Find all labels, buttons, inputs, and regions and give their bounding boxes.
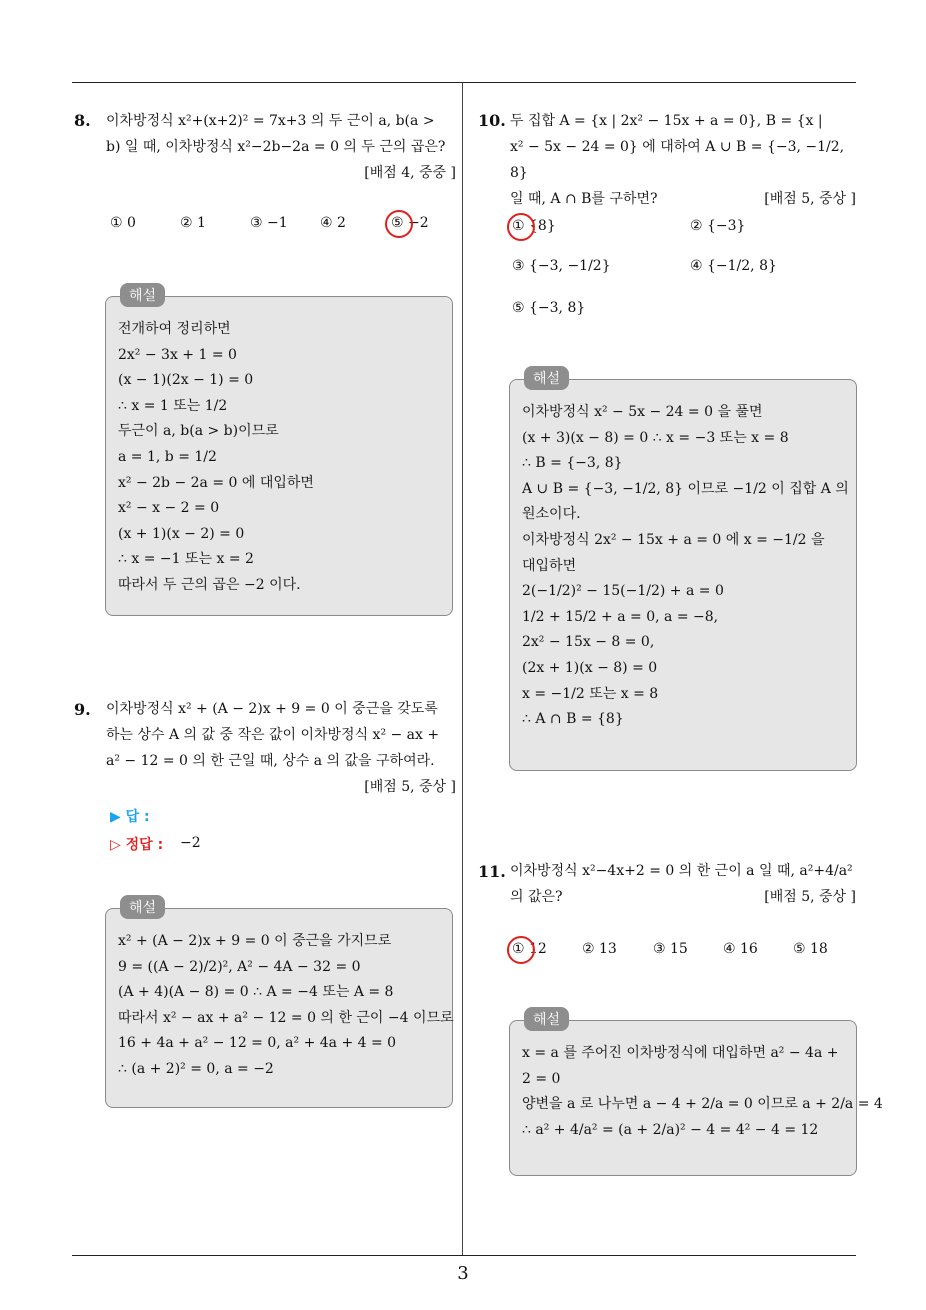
solution-line: x² − 2b − 2a = 0 에 대입하면 bbox=[118, 474, 314, 491]
solution-line: 원소이다. bbox=[522, 506, 581, 523]
option-1[interactable]: ① 12 bbox=[512, 941, 547, 957]
solution-body bbox=[118, 317, 442, 599]
solution-line: 양변을 a 로 나누면 a − 4 + 2/a = 0 이므로 a + 2/a = 4 bbox=[522, 1096, 883, 1113]
option-4[interactable]: ④ 16 bbox=[723, 941, 758, 957]
solution-line: ∴ a² + 4/a² = (a + 2/a)² − 4 = 4² − 4 = 12 bbox=[522, 1121, 819, 1138]
solution-body bbox=[522, 400, 849, 733]
solution-tag: 해설 bbox=[524, 1007, 569, 1031]
solution-line: x = a 를 주어진 이차방정식에 대입하면 a² − 4a + bbox=[522, 1045, 839, 1061]
option-3[interactable]: ③ {−3, −1/2} bbox=[512, 258, 611, 274]
solution-line: x² + (A − 2)x + 9 = 0 이 중근을 가지므로 bbox=[118, 933, 392, 949]
solution-box bbox=[509, 371, 857, 771]
question-number: 11. bbox=[478, 862, 506, 881]
option-2[interactable]: ② 13 bbox=[582, 941, 617, 957]
solution-line: (x − 1)(2x − 1) = 0 bbox=[118, 372, 254, 389]
solution-line: 두근이 a, b(a > b)이므로 bbox=[118, 423, 279, 440]
answer-input-label[interactable]: ▶ 답 : bbox=[110, 809, 150, 825]
option-1[interactable]: ① {8} bbox=[512, 218, 556, 234]
option-3[interactable]: ③ −1 bbox=[250, 215, 288, 231]
question-text bbox=[106, 108, 456, 186]
solution-tag: 해설 bbox=[120, 283, 165, 307]
top-rule bbox=[72, 82, 856, 83]
solution-line: 2x² − 3x + 1 = 0 bbox=[118, 346, 237, 363]
option-3[interactable]: ③ 15 bbox=[653, 941, 688, 957]
question-line: 두 집합 A = {x | 2x² − 15x + a = 0}, B = {x | bbox=[510, 113, 823, 129]
option-5[interactable]: ⑤ 18 bbox=[793, 941, 828, 957]
question-text bbox=[106, 696, 456, 800]
solution-line: 이차방정식 x² − 5x − 24 = 0 을 풀면 bbox=[522, 404, 763, 420]
solution-line: (A + 4)(A − 8) = 0 ∴ A = −4 또는 A = 8 bbox=[118, 984, 394, 1001]
question-text bbox=[510, 108, 856, 212]
option-2[interactable]: ② 1 bbox=[180, 215, 206, 231]
option-4[interactable]: ④ {−1/2, 8} bbox=[690, 258, 777, 274]
question-line: 이차방정식 x²−4x+2 = 0 의 한 근이 a 일 때, a²+4/a² bbox=[510, 863, 853, 879]
solution-line: (x + 1)(x − 2) = 0 bbox=[118, 525, 245, 542]
solution-body bbox=[118, 929, 454, 1083]
solution-line: ∴ B = {−3, 8} bbox=[522, 455, 623, 472]
solution-line: ∴ x = 1 또는 1/2 bbox=[118, 397, 228, 414]
solution-line: (2x + 1)(x − 8) = 0 bbox=[522, 659, 658, 676]
option-5[interactable]: ⑤ {−3, 8} bbox=[512, 300, 586, 316]
solution-line: 이차방정식 2x² − 15x + a = 0 에 x = −1/2 을 bbox=[522, 531, 825, 548]
solution-line: x² − x − 2 = 0 bbox=[118, 500, 220, 517]
solution-line: 따라서 x² − ax + a² − 12 = 0 의 한 근이 −4 이므로 bbox=[118, 1009, 454, 1026]
question-number: 9. bbox=[74, 700, 91, 719]
score-label: [배점 4, 중중 ] bbox=[364, 165, 456, 181]
solution-line: a = 1, b = 1/2 bbox=[118, 448, 217, 465]
answer-circle-mark bbox=[507, 936, 535, 964]
answer-circle-mark bbox=[507, 213, 535, 241]
column-divider bbox=[462, 83, 463, 1255]
question-line: 의 값은? bbox=[510, 889, 563, 905]
solution-line: ∴ (a + 2)² = 0, a = −2 bbox=[118, 1060, 274, 1077]
solution-line: 16 + 4a + a² − 12 = 0, a² + 4a + 4 = 0 bbox=[118, 1035, 397, 1052]
correct-answer-value: −2 bbox=[180, 835, 201, 851]
option-4[interactable]: ④ 2 bbox=[320, 215, 346, 231]
solution-box bbox=[105, 288, 453, 616]
question-line: 하는 상수 A 의 값 중 작은 값이 이차방정식 x² − ax + bbox=[106, 727, 440, 743]
solution-line: 따라서 두 근의 곱은 −2 이다. bbox=[118, 576, 301, 593]
question-line: x² − 5x − 24 = 0} 에 대하여 A ∪ B = {−3, −1/2, 8} bbox=[510, 139, 845, 181]
score-label: [배점 5, 중상 ] bbox=[764, 191, 856, 207]
solution-line: 2(−1/2)² − 15(−1/2) + a = 0 bbox=[522, 583, 724, 600]
solution-line: (x + 3)(x − 8) = 0 ∴ x = −3 또는 x = 8 bbox=[522, 429, 789, 446]
question-line: 이차방정식 x² + (A − 2)x + 9 = 0 이 중근을 갖도록 bbox=[106, 701, 438, 717]
question-line: a² − 12 = 0 의 한 근일 때, 상수 a 의 값을 구하여라. bbox=[106, 753, 435, 769]
option-5[interactable]: ⑤ −2 bbox=[391, 215, 429, 231]
question-number: 10. bbox=[478, 111, 506, 130]
option-1[interactable]: ① 0 bbox=[110, 215, 136, 231]
question-line: 일 때, A ∩ B를 구하면? bbox=[510, 191, 658, 207]
option-2[interactable]: ② {−3} bbox=[690, 218, 746, 234]
bottom-rule bbox=[72, 1255, 856, 1256]
solution-line: x = −1/2 또는 x = 8 bbox=[522, 685, 659, 702]
solution-tag: 해설 bbox=[120, 895, 165, 919]
score-label: [배점 5, 중상 ] bbox=[764, 889, 856, 905]
solution-line: 9 = ((A − 2)/2)², A² − 4A − 32 = 0 bbox=[118, 958, 361, 975]
answer-circle-mark bbox=[385, 210, 413, 238]
solution-line: 2x² − 15x − 8 = 0, bbox=[522, 634, 655, 651]
solution-line: ∴ A ∩ B = {8} bbox=[522, 711, 624, 728]
solution-line: 1/2 + 15/2 + a = 0, a = −8, bbox=[522, 608, 719, 625]
solution-line: 대입하면 bbox=[522, 557, 577, 574]
question-line: b) 일 때, 이차방정식 x²−2b−2a = 0 의 두 근의 곱은? bbox=[106, 139, 446, 155]
score-label: [배점 5, 중상 ] bbox=[364, 779, 456, 795]
page-number: 3 bbox=[457, 1263, 469, 1284]
solution-box bbox=[105, 900, 454, 1108]
solution-line: 2 = 0 bbox=[522, 1070, 561, 1087]
correct-answer-label: ▷ 정답 : bbox=[110, 837, 164, 853]
solution-tag: 해설 bbox=[524, 366, 569, 390]
solution-box bbox=[509, 1012, 883, 1176]
solution-line: ∴ x = −1 또는 x = 2 bbox=[118, 551, 254, 568]
solution-body bbox=[522, 1041, 883, 1143]
question-line: 이차방정식 x²+(x+2)² = 7x+3 의 두 근이 a, b(a > bbox=[106, 113, 435, 129]
solution-line: A ∪ B = {−3, −1/2, 8} 이므로 −1/2 이 집합 A 의 bbox=[522, 480, 849, 497]
solution-line: 전개하여 정리하면 bbox=[118, 321, 231, 337]
question-number: 8. bbox=[74, 111, 91, 130]
question-text bbox=[510, 858, 856, 910]
